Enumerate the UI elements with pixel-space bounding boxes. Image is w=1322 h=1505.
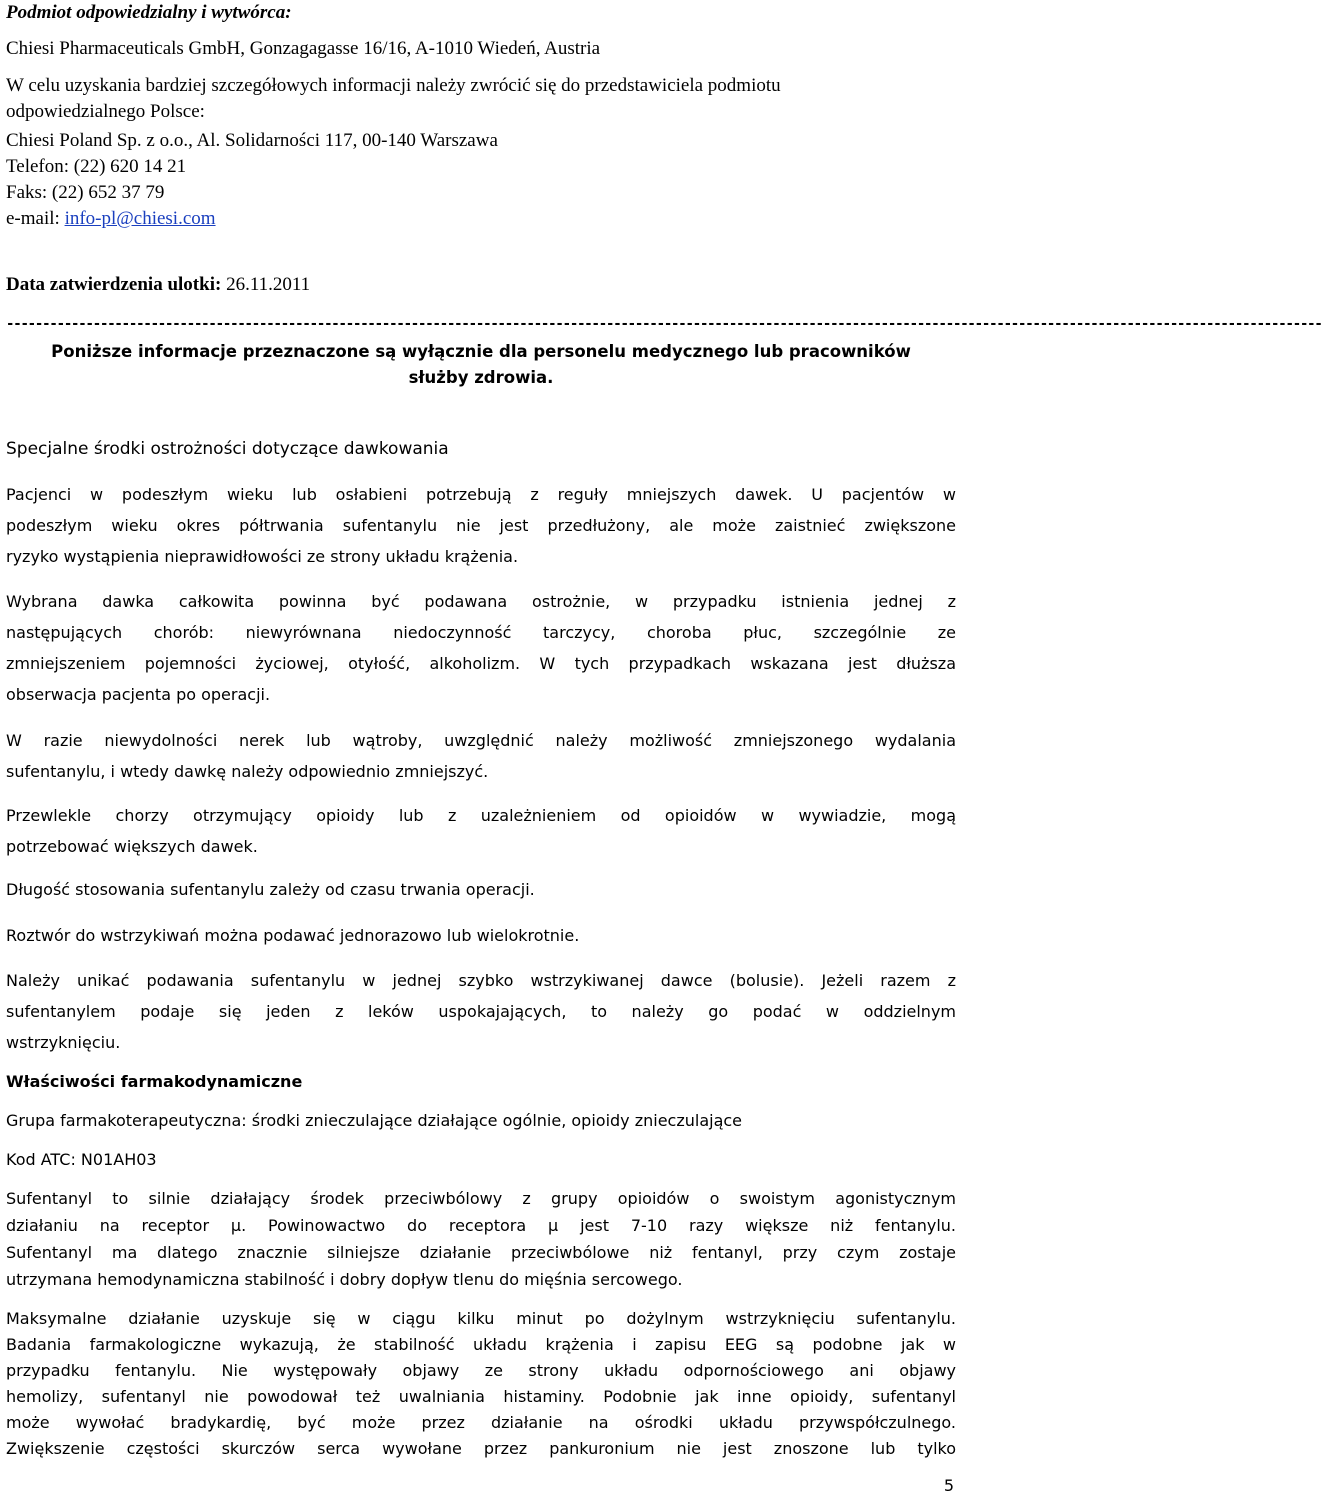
dosage-p3-line-1: W razie niewydolności nerek lub wątroby, uwzględnić należy możliwość zmniejszonego wydalania	[6, 731, 956, 750]
email-label: e-mail:	[6, 208, 65, 229]
email-link[interactable]: info-pl@chiesi.com	[64, 208, 216, 229]
dosage-p5: Długość stosowania sufentanylu zależy od czasu trwania operacji.	[6, 880, 535, 899]
section-heading-dosage: Specjalne środki ostrożności dotyczące dawkowania	[6, 439, 449, 459]
manufacturer-address: Chiesi Pharmaceuticals GmbH, Gonzagagasse 16/16, A-1010 Wiedeń, Austria	[6, 38, 601, 59]
pharmacotherapeutic-group: Grupa farmakoterapeutyczna: środki znieczulające działające ogólnie, opioidy znieczulające	[6, 1111, 743, 1130]
pharmacodynamics-p2-line-2: Badania farmakologiczne wykazują, że stabilność układu krążenia i zapisu EEG są podobne jak w	[6, 1335, 956, 1354]
pharmacodynamics-p2-line-1: Maksymalne działanie uzyskuje się w ciągu kilku minut po dożylnym wstrzyknięciu sufentanylu.	[6, 1309, 956, 1328]
dosage-p7-line-2: sufentanylem podaje się jeden z leków uspokajających, to należy go podać w oddzielnym	[6, 1002, 956, 1021]
dosage-p1-line-2: podeszłym wieku okres półtrwania sufentanylu nie jest przedłużony, ale może zaistnieć zwiększone	[6, 516, 956, 535]
manufacturer-heading: Podmiot odpowiedzialny i wytwórca:	[6, 2, 292, 23]
dosage-p1-line-1: Pacjenci w podeszłym wieku lub osłabieni potrzebują z reguły mniejszych dawek. U pacjentów w	[6, 485, 956, 504]
section-heading-pharmacodynamics: Właściwości farmakodynamiczne	[6, 1072, 303, 1091]
approval-date-label: Data zatwierdzenia ulotki:	[6, 274, 227, 295]
dosage-p2-line-4: obserwacja pacjenta po operacji.	[6, 685, 271, 704]
pharmacodynamics-p1-line-2: działaniu na receptor μ. Powinowactwo do receptora μ jest 7-10 razy większe niż fentanylu.	[6, 1216, 956, 1235]
atc-code: Kod ATC: N01AH03	[6, 1150, 157, 1169]
email-line	[6, 208, 216, 230]
fax-number: Faks: (22) 652 37 79	[6, 182, 165, 203]
dosage-p4-line-1: Przewlekle chorzy otrzymujący opioidy lub z uzależnieniem od opioidów w wywiadzie, mogą	[6, 806, 956, 825]
dosage-p7-line-1: Należy unikać podawania sufentanylu w jednej szybko wstrzykiwanej dawce (bolusie). Jeżeli razem z	[6, 971, 956, 990]
contact-intro-line-1: W celu uzyskania bardziej szczegółowych informacji należy zwrócić się do przedstawiciela podmiotu	[6, 75, 781, 96]
pharmacodynamics-p1-line-4: utrzymana hemodynamiczna stabilność i dobry dopływ tlenu do mięśnia sercowego.	[6, 1270, 683, 1289]
dosage-p4-line-2: potrzebować większych dawek.	[6, 837, 258, 856]
pharmacodynamics-p2-line-4: hemolizy, sufentanyl nie powodował też uwalniania histaminy. Podobnie jak inne opioidy, sufentanyl	[6, 1387, 956, 1406]
pharmacodynamics-p1-line-3: Sufentanyl ma dlatego znacznie silniejsze działanie przeciwbólowe niż fentanyl, przy czym zostaje	[6, 1243, 956, 1262]
dosage-p2-line-3: zmniejszeniem pojemności życiowej, otyłość, alkoholizm. W tych przypadkach wskazana jest dłuższa	[6, 654, 956, 673]
dosage-p2-line-1: Wybrana dawka całkowita powinna być podawana ostrożnie, w przypadku istnienia jednej z	[6, 592, 956, 611]
pharmacodynamics-p1-line-1: Sufentanyl to silnie działający środek przeciwbólowy z grupy opioidów o swoistym agonistycznym	[6, 1189, 956, 1208]
dosage-p7-line-3: wstrzyknięciu.	[6, 1033, 121, 1052]
contact-intro-line-2: odpowiedzialnego Polsce:	[6, 101, 205, 122]
notice-line-2: służby zdrowia.	[408, 368, 554, 387]
representative-address: Chiesi Poland Sp. z o.o., Al. Solidarności 117, 00-140 Warszawa	[6, 130, 498, 151]
pharmacodynamics-p2-line-5: może wywołać bradykardię, być może przez działanie na ośrodki układu przywspółczulnego.	[6, 1413, 956, 1432]
phone-number: Telefon: (22) 620 14 21	[6, 156, 187, 177]
dosage-p2-line-2: następujących chorób: niewyrównana niedoczynność tarczycy, choroba płuc, szczególnie ze	[6, 623, 956, 642]
approval-date-line	[6, 274, 310, 296]
page-number: 5	[943, 1476, 954, 1495]
pharmacodynamics-p2-line-3: przypadku fentanylu. Nie występowały objawy ze strony układu odpornościowego ani objawy	[6, 1361, 956, 1380]
dosage-p1-line-3: ryzyko wystąpienia nieprawidłowości ze strony układu krążenia.	[6, 547, 519, 566]
approval-date-value: 26.11.2011	[226, 274, 311, 295]
dosage-p6: Roztwór do wstrzykiwań można podawać jednorazowo lub wielokrotnie.	[6, 926, 580, 945]
separator-line: --------------------------------------------------------------------------------------------------------------------------------------------------------------------------------------	[6, 316, 1322, 332]
pharmacodynamics-p2-line-6: Zwiększenie częstości skurczów serca wywołane przez pankuronium nie jest znoszone lub tylko	[6, 1439, 956, 1458]
notice-line-1: Poniższe informacje przeznaczone są wyłącznie dla personelu medycznego lub pracowników	[51, 342, 911, 361]
dosage-p3-line-2: sufentanylu, i wtedy dawkę należy odpowiednio zmniejszyć.	[6, 762, 489, 781]
